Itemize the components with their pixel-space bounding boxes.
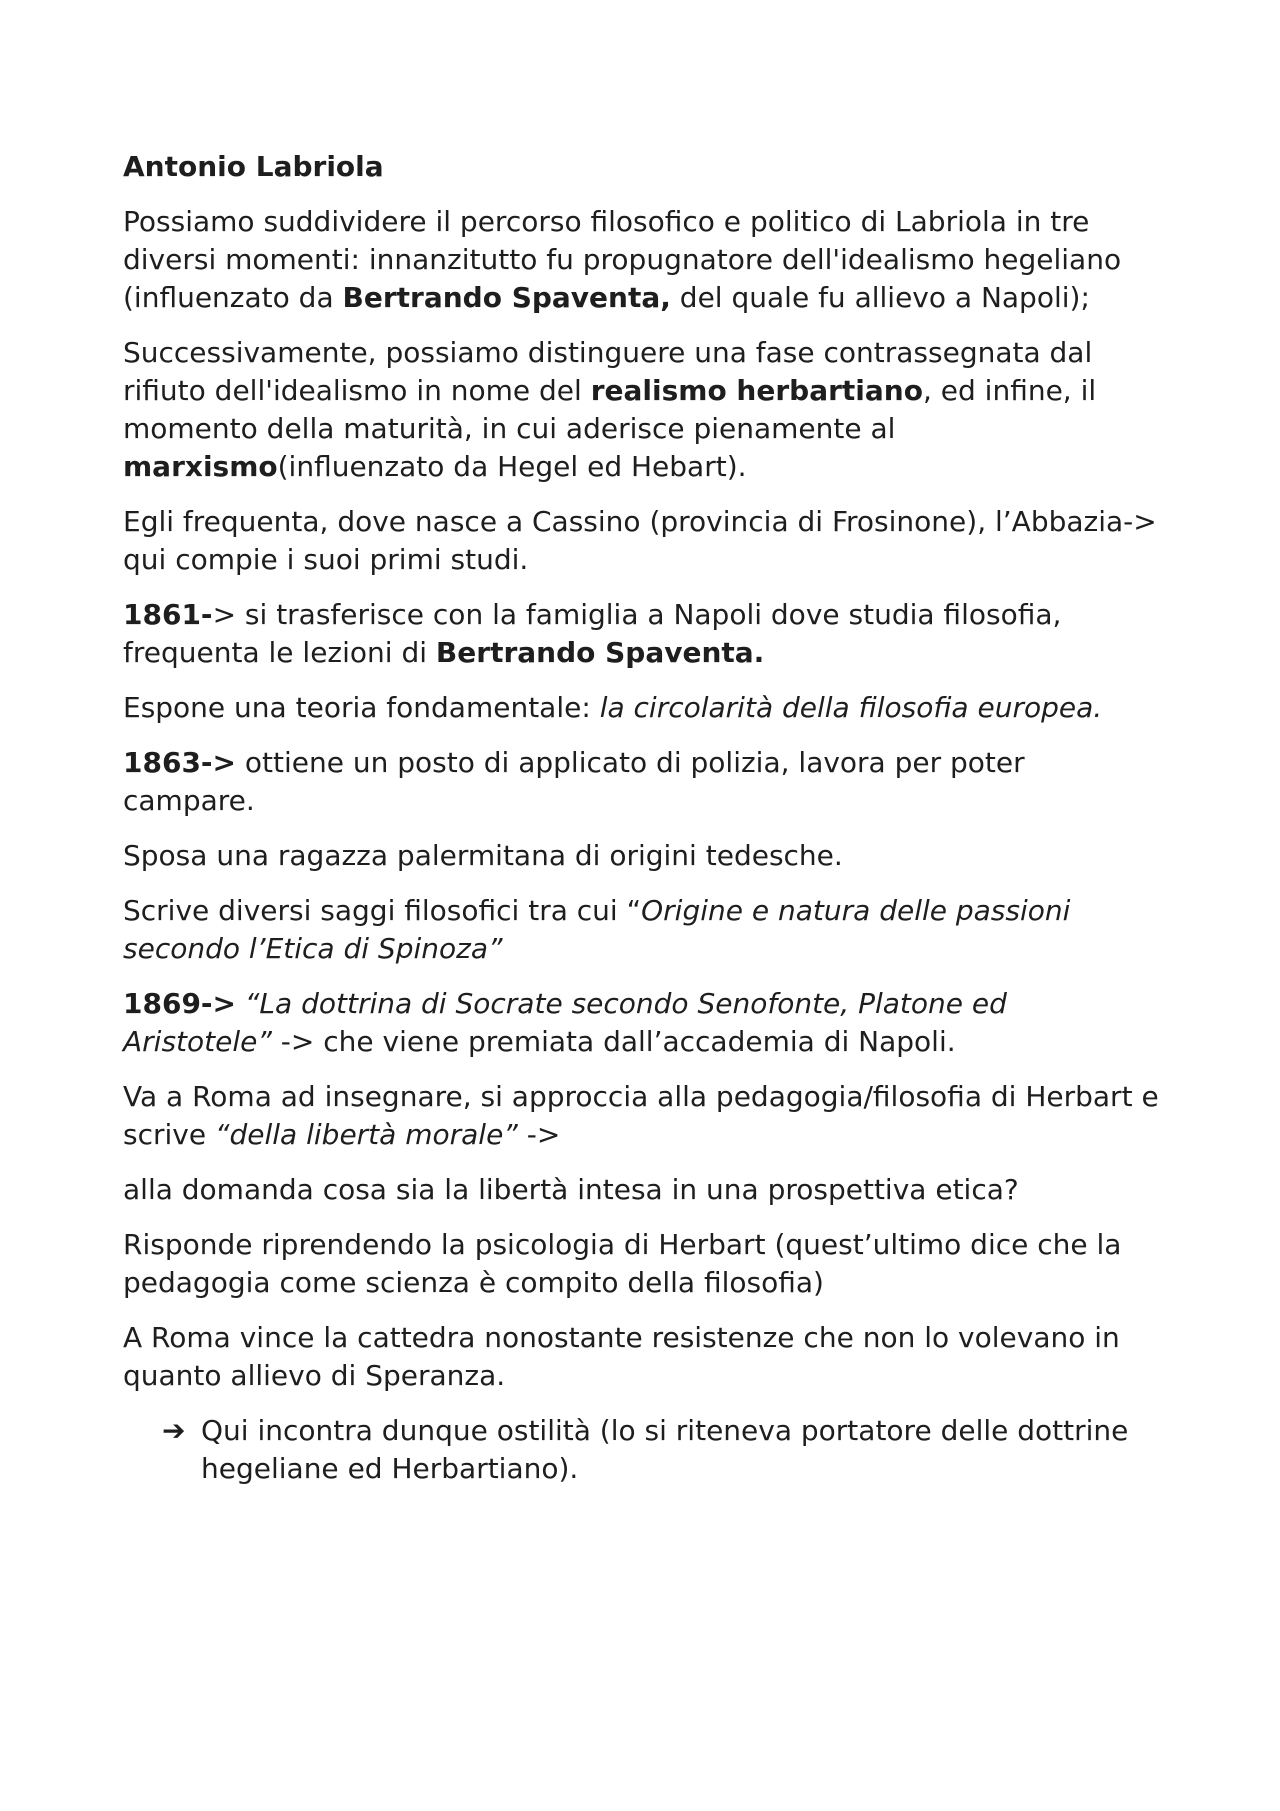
bold-term: marxismo bbox=[123, 450, 278, 483]
paragraph-1861 bbox=[123, 596, 1163, 672]
bold-year: 1869-> bbox=[123, 987, 237, 1020]
paragraph-text: ottiene un posto di applicato di polizia, lavora per poter campare. bbox=[123, 746, 1025, 817]
bold-name: Bertrando Spaventa. bbox=[435, 636, 765, 669]
paragraph-text: Successivamente, possiamo distinguere una fase contrassegnata dal rifiuto dell'idealismo in nome del bbox=[123, 336, 1093, 407]
paragraph-text: , ed infine, il momento della maturità, in cui aderisce pienamente al bbox=[123, 374, 1097, 445]
paragraph-chair: A Roma vince la cattedra nonostante resistenze che non lo volevano in quanto allievo di Speranza. bbox=[123, 1321, 1120, 1392]
bold-name: Bertrando Spaventa, bbox=[342, 281, 671, 314]
italic-term: la circolarità della filosofia europea. bbox=[599, 691, 1103, 724]
paragraph-text: Va a Roma ad insegnare, si approccia alla pedagogia/filosofia di Herbart e scrive bbox=[123, 1080, 1159, 1151]
bullet-item bbox=[123, 1412, 1163, 1488]
paragraph-rome bbox=[123, 1078, 1163, 1154]
paragraph-text: (influenzato da Hegel ed Hebart). bbox=[277, 450, 747, 483]
bold-year: 1863-> bbox=[123, 746, 237, 779]
italic-title: “La dottrina di Socrate secondo Senofonte, Platone ed Aristotele” bbox=[123, 987, 1007, 1058]
document-page bbox=[123, 148, 1163, 1505]
arrow-right-icon: ➔ bbox=[162, 1414, 186, 1447]
paragraph-marriage: Sposa una ragazza palermitana di origini tedesche. bbox=[123, 839, 843, 872]
paragraph-text: > si trasferisce con la famiglia a Napoli dove studia filosofia, frequenta le lezioni di bbox=[123, 598, 1062, 669]
italic-title: Origine e natura delle passioni secondo l’Etica di Spinoza” bbox=[123, 894, 1071, 965]
paragraph-text: del quale fu allievo a Napoli); bbox=[670, 281, 1090, 314]
bullet-text: Qui incontra dunque ostilità (lo si riteneva portatore delle dottrine hegeliane ed Herbartiano). bbox=[201, 1414, 1129, 1485]
paragraph-answer: Risponde riprendendo la psicologia di Herbart (quest’ultimo dice che la pedagogia come scienza è compito della filosofia) bbox=[123, 1228, 1122, 1299]
bold-year: 1861- bbox=[123, 598, 213, 631]
paragraph-cassino: Egli frequenta, dove nasce a Cassino (provincia di Frosinone), l’Abbazia-> qui compie i suoi primi studi. bbox=[123, 505, 1157, 576]
paragraph-text: -> bbox=[517, 1118, 561, 1151]
paragraph-text: Scrive diversi saggi filosofici tra cui “ bbox=[123, 894, 642, 927]
paragraph-1863 bbox=[123, 744, 1163, 820]
paragraph-text: Espone una teoria fondamentale: bbox=[123, 691, 600, 724]
paragraph-1869 bbox=[123, 985, 1163, 1061]
paragraph-intro bbox=[123, 203, 1163, 317]
paragraph-essays bbox=[123, 892, 1163, 968]
bold-term: realismo herbartiano bbox=[590, 374, 923, 407]
document-title: Antonio Labriola bbox=[123, 150, 384, 183]
paragraph-text: -> che viene premiata dall’accademia di Napoli. bbox=[271, 1025, 956, 1058]
paragraph-phases bbox=[123, 334, 1163, 486]
paragraph-theory bbox=[123, 689, 1163, 727]
paragraph-question: alla domanda cosa sia la libertà intesa in una prospettiva etica? bbox=[123, 1173, 1019, 1206]
paragraph-text: Possiamo suddividere il percorso filosofico e politico di Labriola in tre diversi momenti: innanzitutto fu propugnatore dell'idealismo hegeliano (influenzato da bbox=[123, 205, 1122, 314]
italic-title: “della libertà morale” bbox=[214, 1118, 518, 1151]
